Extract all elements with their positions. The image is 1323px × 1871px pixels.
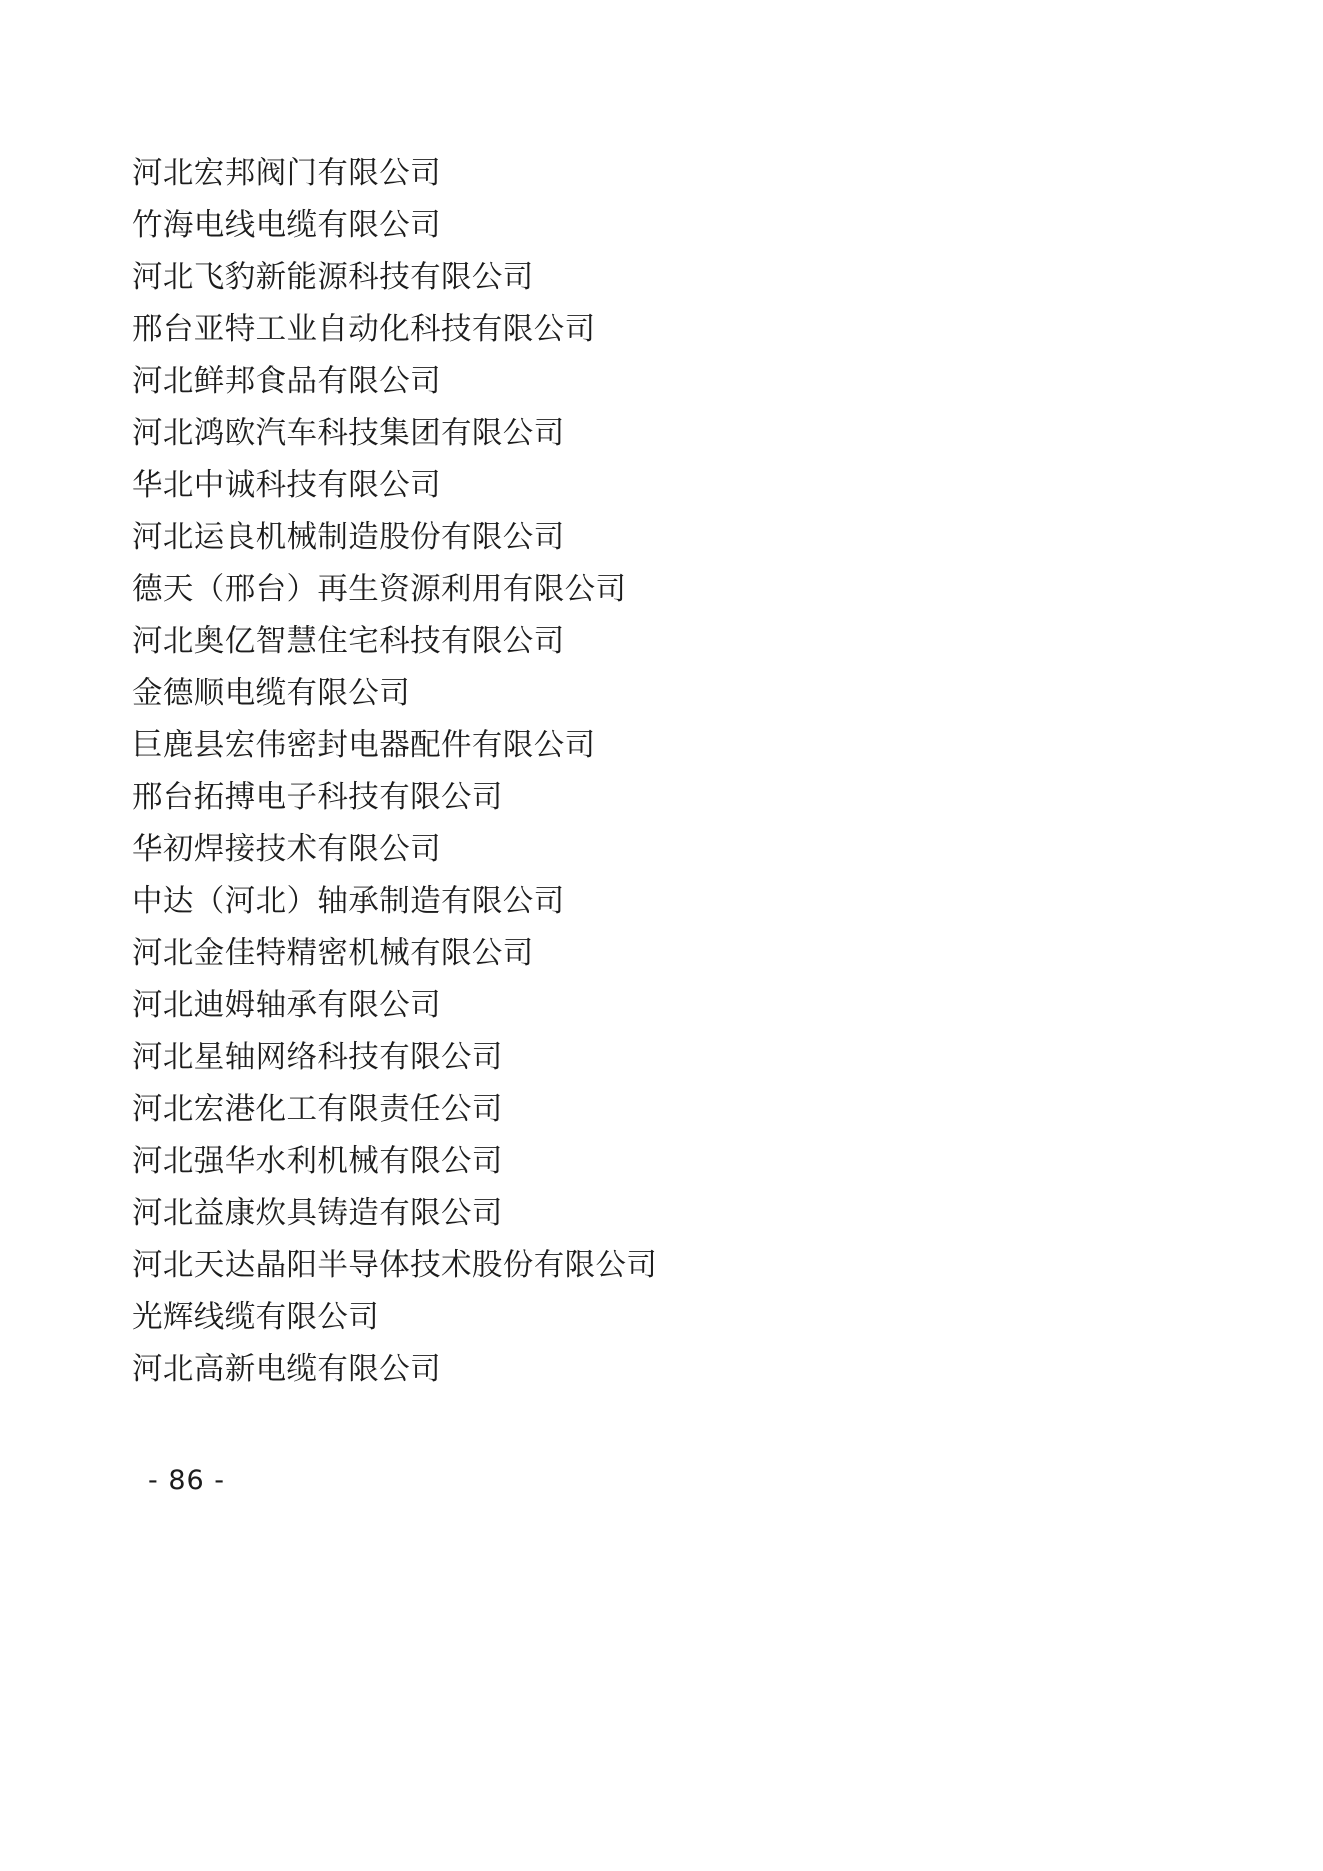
list-item: 德天（邢台）再生资源利用有限公司: [132, 572, 627, 607]
page-number: - 86 -: [148, 1465, 226, 1496]
list-item: 华初焊接技术有限公司: [132, 832, 441, 867]
list-item: 邢台亚特工业自动化科技有限公司: [132, 312, 596, 347]
list-item: 河北飞豹新能源科技有限公司: [132, 260, 534, 295]
page-footer: [0, 1465, 1323, 1496]
company-list: [132, 148, 1192, 1396]
list-item: 河北高新电缆有限公司: [132, 1352, 441, 1387]
list-item: 河北宏港化工有限责任公司: [132, 1092, 503, 1127]
list-item: 河北鲜邦食品有限公司: [132, 364, 441, 399]
list-item: 河北迪姆轴承有限公司: [132, 988, 441, 1023]
list-item: 金德顺电缆有限公司: [132, 676, 411, 711]
list-item: 华北中诚科技有限公司: [132, 468, 441, 503]
list-item: 河北天达晶阳半导体技术股份有限公司: [132, 1248, 658, 1283]
list-item: 河北星轴网络科技有限公司: [132, 1040, 503, 1075]
list-item: 光辉线缆有限公司: [132, 1300, 380, 1335]
list-item: 河北运良机械制造股份有限公司: [132, 520, 565, 555]
list-item: 中达（河北）轴承制造有限公司: [132, 884, 565, 919]
list-item: 邢台拓搏电子科技有限公司: [132, 780, 503, 815]
list-item: 河北益康炊具铸造有限公司: [132, 1196, 503, 1231]
list-item: 河北奥亿智慧住宅科技有限公司: [132, 624, 565, 659]
list-item: 河北宏邦阀门有限公司: [132, 156, 441, 191]
list-item: 河北鸿欧汽车科技集团有限公司: [132, 416, 565, 451]
list-item: 河北强华水利机械有限公司: [132, 1144, 503, 1179]
list-item: 竹海电线电缆有限公司: [132, 208, 441, 243]
list-item: 巨鹿县宏伟密封电器配件有限公司: [132, 728, 596, 763]
list-item: 河北金佳特精密机械有限公司: [132, 936, 534, 971]
